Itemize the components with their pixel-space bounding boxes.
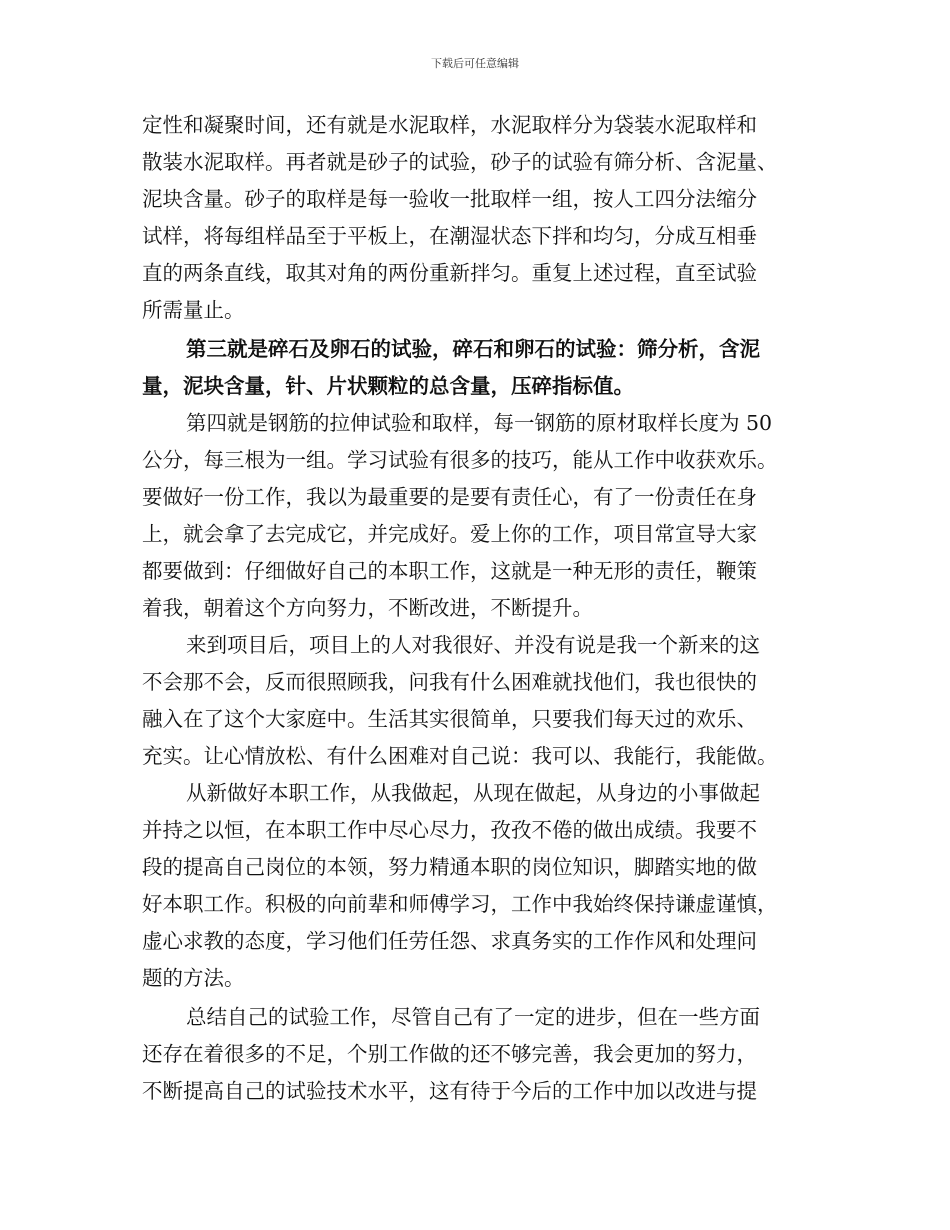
text-line: 定性和凝聚时间，还有就是水泥取样，水泥取样分为袋装水泥取样和 — [142, 113, 757, 137]
paragraph-summary — [142, 999, 812, 1110]
text-line: 公分，每三根为一组。学习试验有很多的技巧，能从工作中收获欢乐。 — [142, 448, 778, 472]
text-line: 第三就是碎石及卵石的试验，碎石和卵石的试验：筛分析，含泥 — [186, 337, 760, 361]
text-line: 充实。让心情放松、有什么困难对自己说：我可以、我能行，我能做。 — [142, 744, 778, 768]
paragraph-steel-bar — [142, 405, 812, 627]
text-line: 散装水泥取样。再者就是砂子的试验，砂子的试验有筛分析、含泥量、 — [142, 150, 778, 174]
text-line: 不会那不会，反而很照顾我，问我有什么困难就找他们，我也很快的 — [142, 670, 757, 694]
text-line: 第四就是钢筋的拉伸试验和取样，每一钢筋的原材取样长度为 50 — [186, 411, 773, 435]
text-line: 题的方法。 — [142, 966, 245, 990]
text-line: 量，泥块含量，针、片状颗粒的总含量，压碎指标值。 — [142, 374, 634, 398]
text-line: 要做好一份工作，我以为最重要的是要有责任心，有了一份责任在身 — [142, 485, 757, 509]
text-line: 着我，朝着这个方向努力，不断改进，不断提升。 — [142, 596, 593, 620]
text-line: 泥块含量。砂子的取样是每一验收一批取样一组，按人工四分法缩分 — [142, 187, 757, 211]
text-line: 段的提高自己岗位的本领，努力精通本职的岗位知识，脚踏实地的做 — [142, 855, 757, 879]
document-body — [142, 107, 812, 1110]
text-line: 从新做好本职工作，从我做起，从现在做起，从身边的小事做起 — [186, 781, 760, 805]
text-line: 并持之以恒，在本职工作中尽心尽力，孜孜不倦的做出成绩。我要不 — [142, 818, 757, 842]
paragraph-gravel-bold — [142, 331, 812, 405]
text-line: 都要做到：仔细做好自己的本职工作，这就是一种无形的责任，鞭策 — [142, 559, 757, 583]
text-line: 上，就会拿了去完成它，并完成好。爱上你的工作，项目常宣导大家 — [142, 522, 757, 546]
text-line: 还存在着很多的不足，个别工作做的还不够完善，我会更加的努力， — [142, 1042, 757, 1066]
text-line: 融入在了这个大家庭中。生活其实很简单，只要我们每天过的欢乐、 — [142, 707, 757, 731]
text-line: 不断提高自己的试验技术水平，这有待于今后的工作中加以改进与提 — [142, 1079, 757, 1103]
page-header: 下载后可任意编辑 — [431, 57, 519, 70]
text-line: 总结自己的试验工作，尽管自己有了一定的进步，但在一些方面 — [186, 1005, 760, 1029]
text-line: 试样，将每组样品至于平板上，在潮湿状态下拌和均匀，分成互相垂 — [142, 224, 757, 248]
paragraph-work-attitude — [142, 775, 812, 997]
text-line: 好本职工作。积极的向前辈和师傅学习，工作中我始终保持谦虚谨慎， — [142, 892, 778, 916]
text-line: 所需量止。 — [142, 298, 245, 322]
text-line: 来到项目后，项目上的人对我很好、并没有说是我一个新来的这 — [186, 633, 760, 657]
text-line: 直的两条直线，取其对角的两份重新拌匀。重复上述过程，直至试验 — [142, 261, 757, 285]
paragraph-cement-sand — [142, 107, 812, 329]
text-line: 虚心求教的态度，学习他们任劳任怨、求真务实的工作作风和处理问 — [142, 929, 757, 953]
paragraph-project-life — [142, 627, 812, 775]
